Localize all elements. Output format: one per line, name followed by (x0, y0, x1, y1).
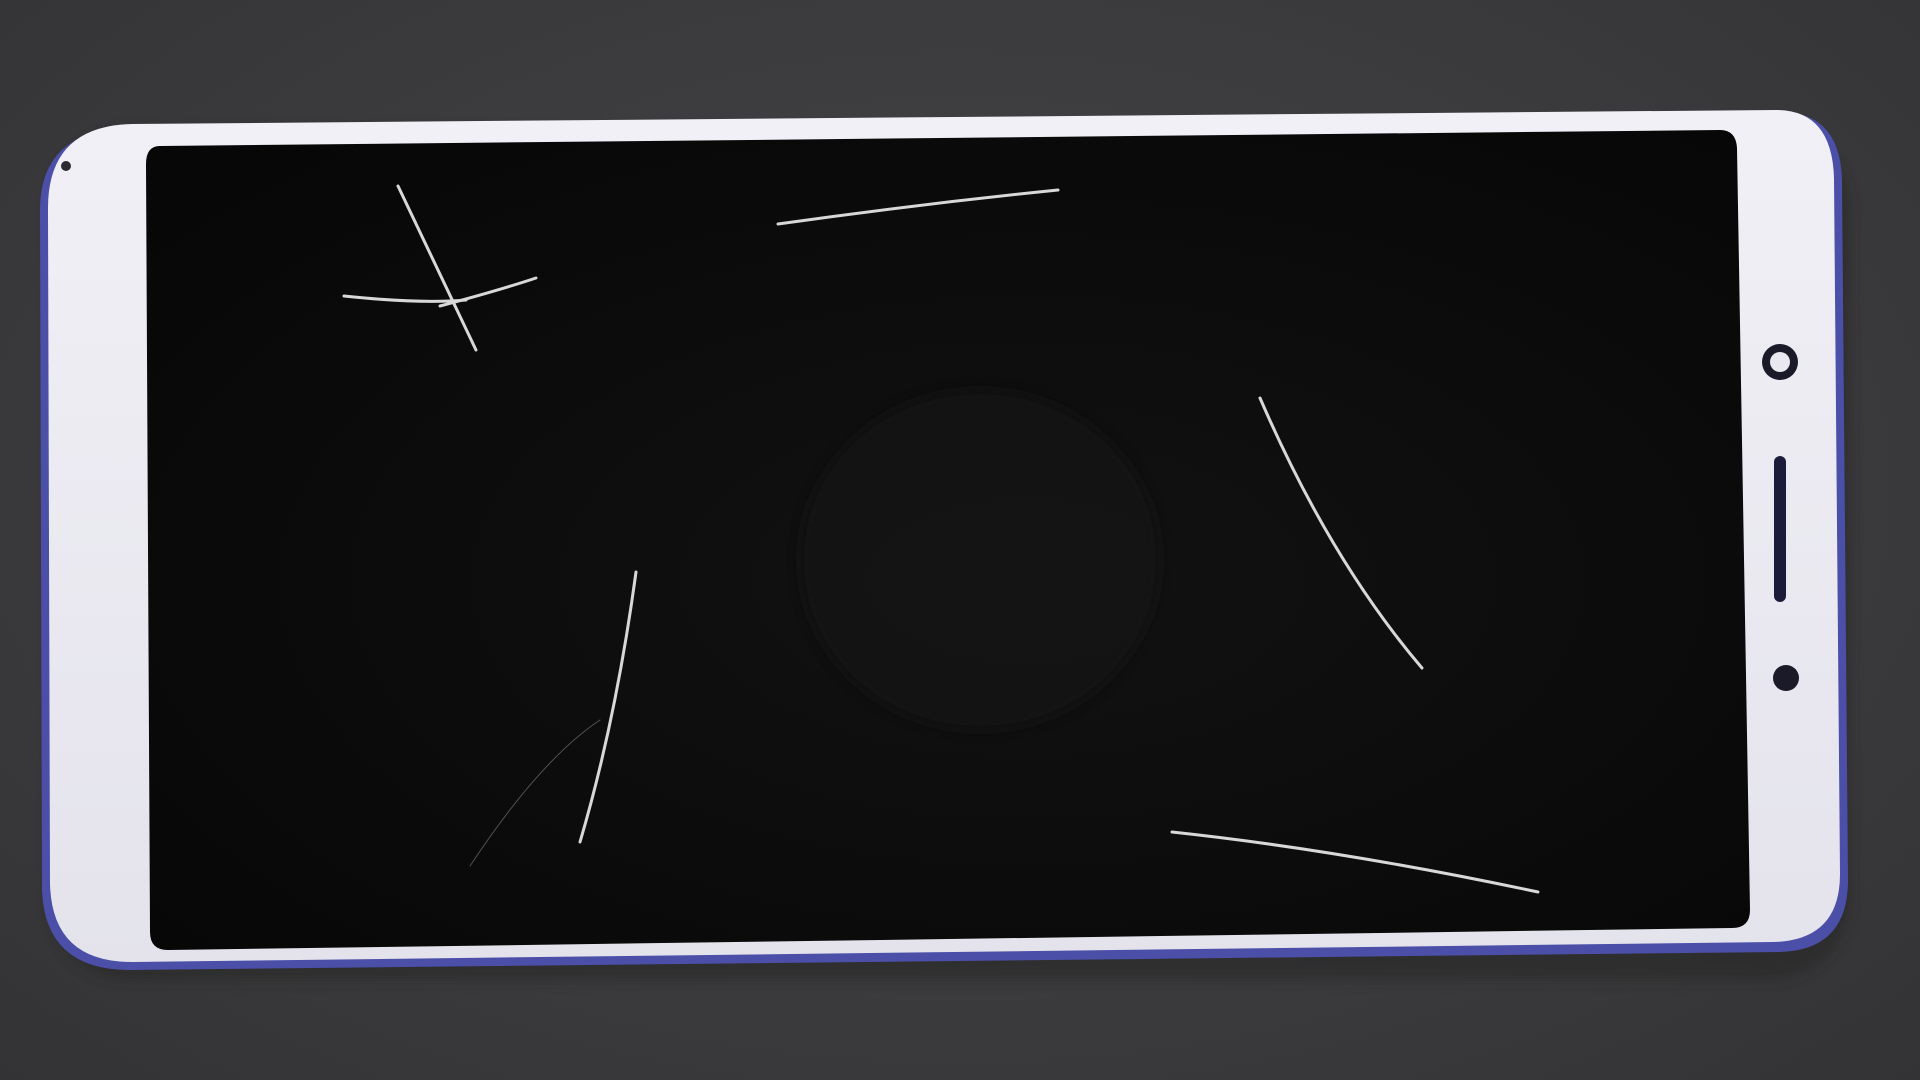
proximity-sensor-icon (1773, 665, 1799, 691)
earpiece-speaker-icon (1774, 456, 1786, 602)
glass-reflection (800, 390, 1160, 730)
corner-mark (61, 161, 71, 171)
front-camera-lens (1770, 352, 1790, 372)
